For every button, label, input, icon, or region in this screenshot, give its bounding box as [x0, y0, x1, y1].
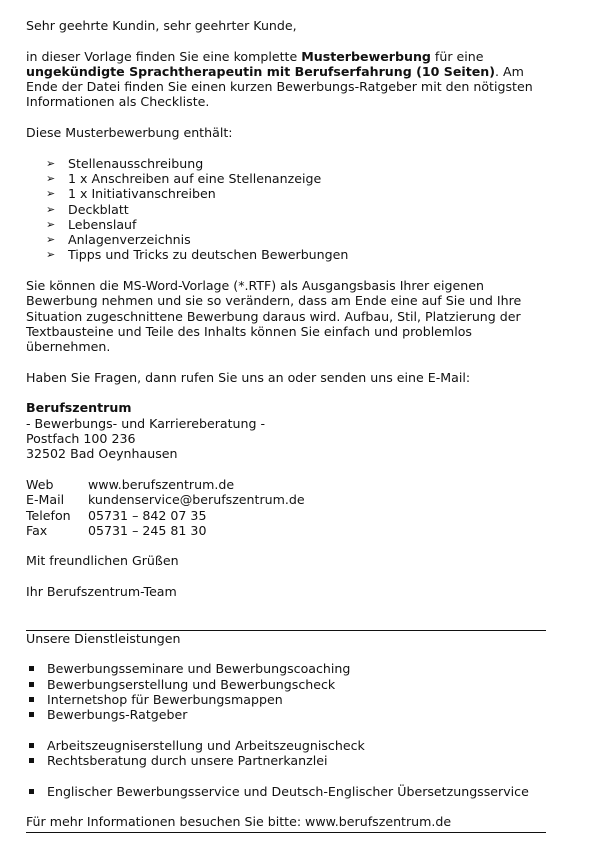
web-link[interactable]: www.berufszentrum.de: [88, 476, 235, 492]
list-item: ➢ Anlagenverzeichnis: [46, 232, 191, 248]
intro-text-e: . Am Ende der Datei finden Sie einen kurzen Bewerbungs-Ratgeber mit den nötigsten Informationen als Checkliste.: [26, 63, 533, 110]
arrow-bullet-icon: ➢: [46, 217, 56, 231]
services-list-3: [26, 784, 546, 799]
intro-bold-position: ungekündigte Sprachtherapeutin mit Berufserfahrung (10 Seiten): [26, 63, 496, 79]
contact-row-email: [26, 492, 305, 507]
fax-number: 05731 – 245 81 30: [88, 522, 207, 538]
contact-row-fax: [26, 523, 305, 538]
square-bullet-icon: [29, 743, 34, 748]
services-list-1: [26, 661, 546, 722]
document-page: [26, 18, 546, 833]
square-bullet-icon: [29, 758, 34, 763]
signature: Ihr Berufszentrum-Team: [26, 583, 177, 599]
contact-label: Fax: [26, 522, 48, 538]
services-list-2: [26, 738, 546, 769]
phone-number: 05731 – 842 07 35: [88, 507, 207, 523]
arrow-bullet-icon: ➢: [46, 233, 56, 247]
more-info-link[interactable]: Für mehr Informationen besuchen Sie bitte: www.berufszentrum.de: [26, 814, 546, 832]
contents-heading: Diese Musterbewerbung enthält:: [26, 125, 233, 141]
company-tagline: - Bewerbungs- und Karriereberatung -: [26, 415, 266, 431]
intro-text-c: für eine: [430, 48, 484, 64]
closing: Mit freundlichen Grüßen: [26, 553, 179, 569]
contact-label: Telefon: [26, 507, 71, 523]
intro-paragraph: [26, 49, 546, 110]
questions-text: Haben Sie Fragen, dann rufen Sie uns an oder senden uns eine E-Mail:: [26, 369, 471, 385]
list-item: ➢ Tipps und Tricks zu deutschen Bewerbungen: [46, 247, 349, 263]
arrow-bullet-icon: ➢: [46, 171, 56, 185]
arrow-bullet-icon: ➢: [46, 187, 56, 201]
company-street: Postfach 100 236: [26, 431, 136, 447]
contact-row-phone: [26, 508, 305, 523]
arrow-bullet-icon: ➢: [46, 248, 56, 262]
intro-bold-product: Musterbewerbung: [301, 48, 431, 64]
list-item: Arbeitszeugniserstellung und Arbeitszeugnischeck: [26, 738, 546, 753]
arrow-bullet-icon: ➢: [46, 202, 56, 216]
company-city: 32502 Bad Oeynhausen: [26, 446, 178, 462]
email-link[interactable]: kundenservice@berufszentrum.de: [88, 492, 305, 508]
contact-label: E-Mail: [26, 492, 65, 508]
square-bullet-icon: [29, 697, 34, 702]
list-item: Bewerbungserstellung und Bewerbungscheck: [26, 677, 546, 692]
contact-row-web: [26, 477, 305, 492]
arrow-bullet-icon: ➢: [46, 156, 56, 170]
list-item: Internetshop für Bewerbungsmappen: [26, 692, 546, 707]
square-bullet-icon: [29, 666, 34, 671]
list-item: Bewerbungs-Ratgeber: [26, 707, 546, 722]
list-item: ➢ Deckblatt: [46, 201, 129, 217]
square-bullet-icon: [29, 789, 34, 794]
square-bullet-icon: [29, 682, 34, 687]
intro-text-a: in dieser Vorlage finden Sie eine komplette: [26, 48, 302, 64]
contents-list: [26, 156, 546, 263]
contact-table: [26, 477, 305, 538]
contact-label: Web: [26, 476, 54, 492]
company-name: Berufszentrum: [26, 400, 132, 416]
list-item: Englischer Bewerbungsservice und Deutsch-Englischer Übersetzungsservice: [26, 784, 546, 799]
list-item: ➢ 1 x Initiativanschreiben: [46, 186, 216, 202]
list-item: Bewerbungsseminare und Bewerbungscoaching: [26, 661, 546, 676]
salutation: Sehr geehrte Kundin, sehr geehrter Kunde,: [26, 18, 297, 33]
list-item: ➢ Lebenslauf: [46, 216, 137, 232]
list-item: ➢ 1 x Anschreiben auf eine Stellenanzeige: [46, 170, 322, 186]
list-item: ➢ Stellenausschreibung: [46, 155, 204, 171]
list-item: Rechtsberatung durch unsere Partnerkanzlei: [26, 753, 546, 768]
services-heading: Unsere Dienstleistungen: [26, 630, 181, 646]
square-bullet-icon: [29, 712, 34, 717]
usage-paragraph: Sie können die MS-Word-Vorlage (*.RTF) als Ausgangsbasis Ihrer eigenen Bewerbung nehmen und sie so verändern, dass am Ende eine auf Sie und Ihre Situation zugeschnittene Bewerbung daraus wird. Aufbau, Stil, Platzierung der Textbausteine und Teile des Inhalts können Sie einfach und problemlos übernehmen.: [26, 278, 522, 355]
